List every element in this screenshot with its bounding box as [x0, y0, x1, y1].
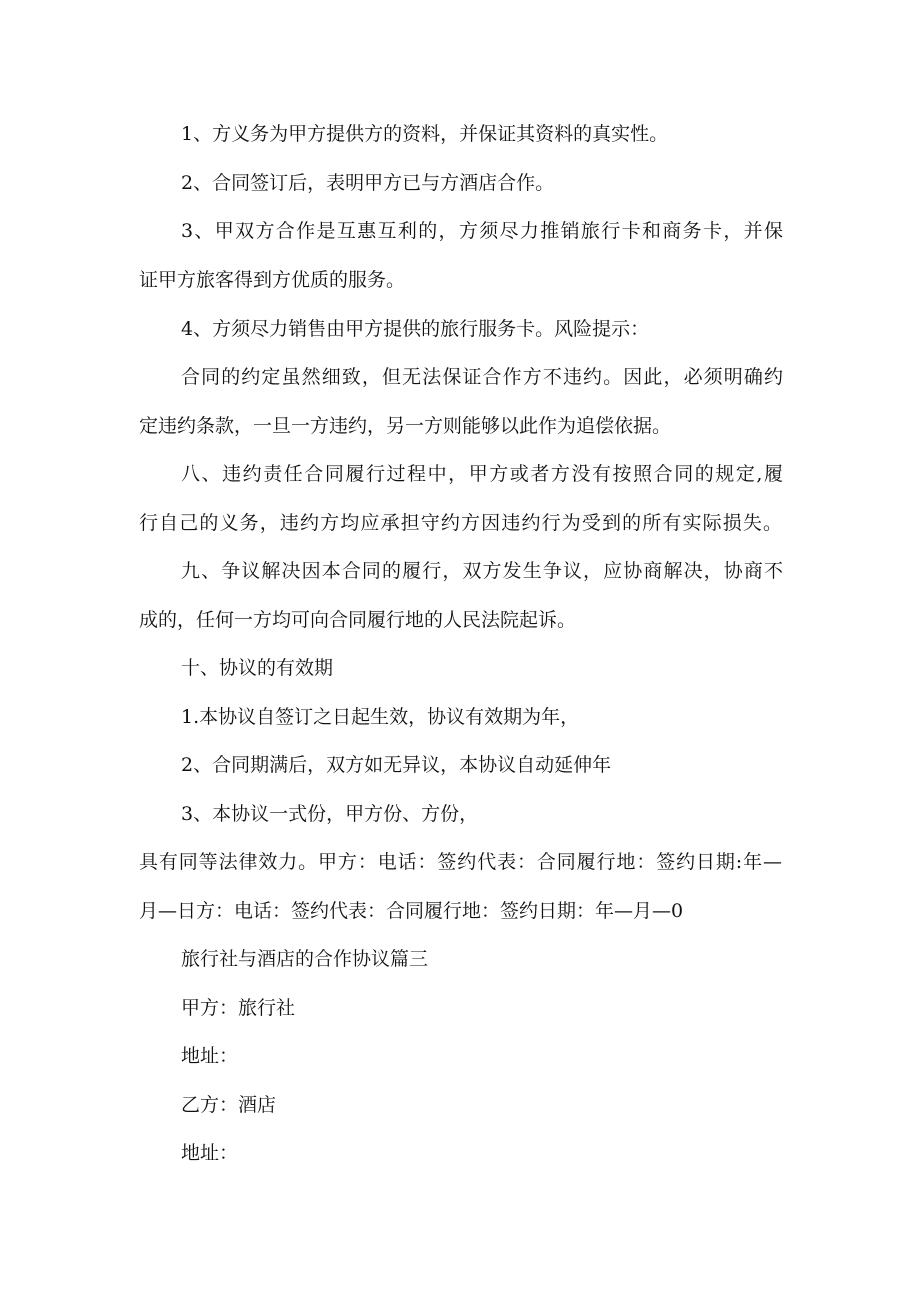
- section-8-line-1: 八、违约责任合同履行过程中，甲方或者方没有按照合同的规定,履: [181, 463, 783, 485]
- clause-1-obligation: 1、方义务为甲方提供方的资料，并保证其资料的真实性。: [181, 123, 669, 145]
- section-9-line-2: 成的，任何一方均可向合同履行地的人民法院起诉。: [139, 609, 577, 631]
- party-b: 乙方：酒店: [181, 1094, 277, 1116]
- party-a-address: 地址：: [181, 1045, 239, 1067]
- clause-4-sales: 4、方须尽力销售由甲方提供的旅行服务卡。风险提示：: [181, 318, 650, 340]
- party-b-address: 地址：: [181, 1142, 239, 1164]
- clause-3-line-1: 3、甲双方合作是互惠互利的，方须尽力推销旅行卡和商务卡，并保: [181, 220, 783, 242]
- party-a: 甲方：旅行社: [181, 997, 296, 1019]
- signature-block-line-2: 月—日方：电话：签约代表：合同履行地：签约日期：年—月—0: [139, 900, 684, 922]
- section-10-item-2: 2、合同期满后，双方如无异议，本协议自动延伸年: [181, 754, 612, 776]
- section-10-heading: 十、协议的有效期: [181, 657, 334, 679]
- risk-note-line-1: 合同的约定虽然细致，但无法保证合作方不违约。因此，必须明确约: [181, 366, 783, 388]
- signature-block-line-1: 具有同等法律效力。甲方：电话：签约代表：合同履行地：签约日期:年—: [139, 851, 782, 873]
- clause-3-line-2: 证甲方旅客得到方优质的服务。: [139, 269, 406, 291]
- risk-note-line-2: 定违约条款，一旦一方违约，另一方则能够以此作为追偿依据。: [139, 415, 672, 437]
- section-10-item-3: 3、本协议一式份，甲方份、方份，: [181, 803, 479, 825]
- section-8-line-2: 行自己的义务，违约方均应承担守约方因违约行为受到的所有实际损失。: [139, 512, 782, 534]
- clause-2-signing: 2、合同签订后，表明甲方已与方酒店合作。: [181, 172, 555, 194]
- agreement-title-part-3: 旅行社与酒店的合作协议篇三: [181, 948, 429, 970]
- section-10-item-1: 1.本协议自签订之日起生效，协议有效期为年，: [181, 706, 580, 728]
- section-9-line-1: 九、争议解决因本合同的履行，双方发生争议，应协商解决，协商不: [181, 560, 783, 582]
